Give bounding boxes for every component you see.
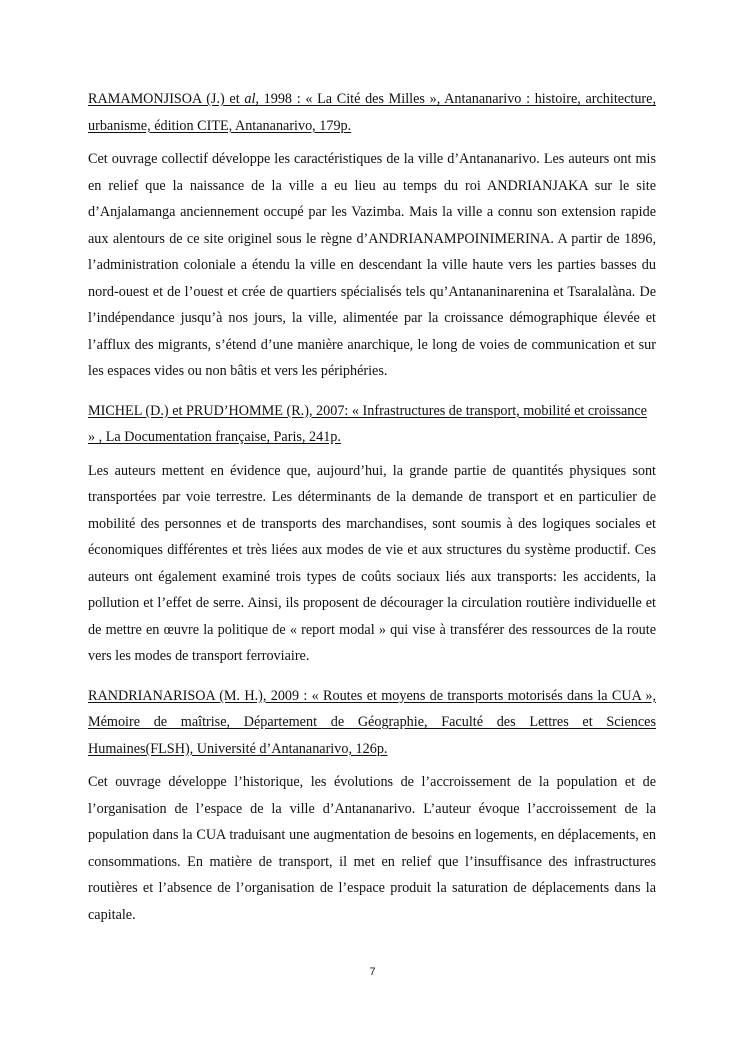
reference-randrianarisoa: RANDRIANARISOA (M. H.), 2009 : « Routes et moyens de transports motorisés dans la CUA », Mémoire de maîtrise, Département de Géographie, Faculté des Lettres et Sciences Humaines(FLSH), Université d’Antananarivo, 126p. <box>88 687 656 757</box>
reference-text-after-italic: 1998 : « La Cité des Milles », Antananarivo : histoire, architecture, urbanisme, édition CITE, Antananarivo, 179p. <box>88 91 656 134</box>
page-number: 7 <box>369 966 376 978</box>
description-michel-prudhomme: Les auteurs mettent en évidence que, aujourd’hui, la grande partie de quantités physiques sont transportées par voie terrestre. Les déterminants de la demande de transport et en particulier de mobilité des personnes et de transports des marchandises, sont soumis à des logiques sociales et économiques différentes et très liées aux modes de vie et aux structures du système productif. Ces auteurs ont également examiné trois types de coûts sociaux liés aux transports: les accidents, la pollution et l’effet de serre. Ainsi, ils proposent de décourager la circulation routière individuelle et de mettre en œuvre la politique de « report modal » qui vise à transférer des ressources de la route vers les modes de transport ferroviaire. <box>88 462 656 664</box>
reference-ramamonjisoa <box>88 86 656 139</box>
page-body <box>88 86 656 937</box>
description-randrianarisoa: Cet ouvrage développe l’historique, les évolutions de l’accroissement de la population et de l’organisation de l’espace de la ville d’Antananarivo. L’auteur évoque l’accroissement de la population dans la CUA traduisant une augmentation de besoins en logements, en déplacements, en consommations. En matière de transport, il met en relief que l’insuffisance des infrastructures routières et l’absence de l’organisation de l’espace produit la saturation de déplacements dans la capitale. <box>88 774 656 923</box>
reference-text-before-italic: RAMAMONJISOA (J.) et <box>88 91 245 107</box>
reference-italic-al: al, <box>244 91 259 107</box>
reference-michel-prudhomme: MICHEL (D.) et PRUD’HOMME (R.), 2007: « Infrastructures de transport, mobilité et croissance » , La Documentation française, Paris, 241p. <box>88 402 647 445</box>
description-ramamonjisoa: Cet ouvrage collectif développe les caractéristiques de la ville d’Antananarivo. Les auteurs ont mis en relief que la naissance de la ville a eu lieu au temps du roi ANDRIANJAKA sur le site d’Anjalamanga anciennement occupé par les Vazimba. Mais la ville a connu son extension rapide aux alentours de ce site originel sous le règne d’ANDRIANAMPOINIMERINA. A partir de 1896, l’administration coloniale a étendu la ville en descendant la ville haute vers les parties basses du nord-ouest et de l’ouest et crée de quartiers spécialisés tels qu’Antananinarenina et Tsaralalàna. De l’indépendance jusqu’à nos jours, la ville, alimentée par la croissance démographique élevée et l’afflux des migrants, s’étend d’une manière anarchique, le long de voies de communication et sur les espaces vides ou non bâtis et vers les périphéries. <box>88 151 656 379</box>
